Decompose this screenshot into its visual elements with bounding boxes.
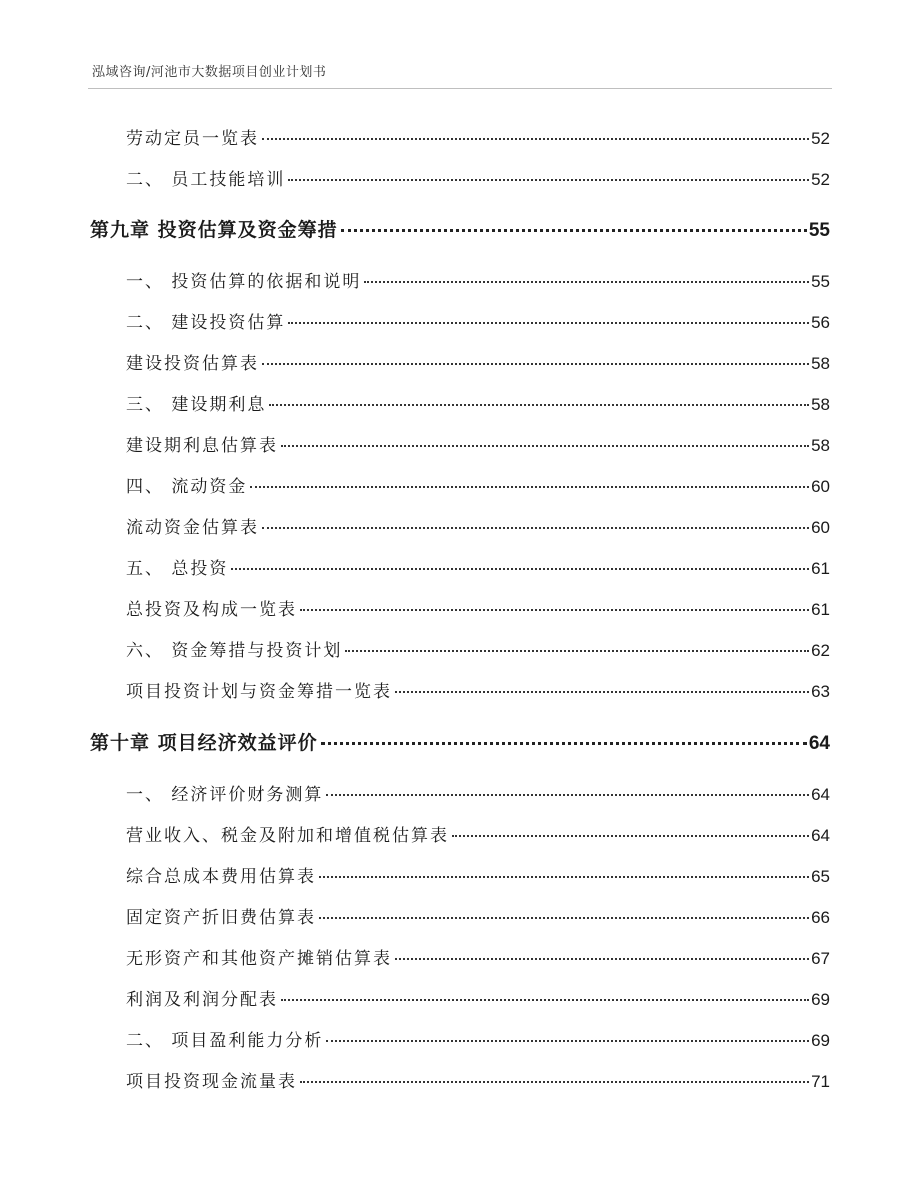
toc-entry-title: 四、 流动资金 bbox=[126, 477, 248, 497]
toc-page-number: 62 bbox=[811, 641, 830, 660]
toc-entry[interactable] bbox=[126, 944, 830, 969]
toc-entry[interactable] bbox=[126, 124, 830, 149]
toc-page-number: 64 bbox=[808, 733, 830, 754]
toc-entry-title: 五、 总投资 bbox=[126, 559, 229, 579]
toc-page-number: 61 bbox=[811, 600, 830, 619]
toc-page-number: 56 bbox=[811, 313, 830, 332]
toc-entry[interactable] bbox=[126, 390, 830, 415]
toc-entry-title: 二、 项目盈利能力分析 bbox=[126, 1031, 324, 1051]
toc-entry[interactable] bbox=[126, 595, 830, 620]
toc-page-number: 52 bbox=[811, 129, 830, 148]
toc-entry-title: 固定资产折旧费估算表 bbox=[126, 908, 316, 928]
toc-entry-title: 二、 员工技能培训 bbox=[126, 170, 286, 190]
toc-entry-title: 无形资产和其他资产摊销估算表 bbox=[126, 949, 392, 969]
toc-page-number: 52 bbox=[811, 170, 830, 189]
toc-entry[interactable] bbox=[126, 349, 830, 374]
toc-entry[interactable] bbox=[126, 985, 830, 1010]
toc-page-number: 63 bbox=[811, 682, 830, 701]
toc-dot-leader bbox=[326, 794, 809, 796]
toc-dot-leader bbox=[395, 691, 809, 693]
toc-entry[interactable] bbox=[126, 308, 830, 333]
toc-page-number: 64 bbox=[811, 785, 830, 804]
toc-page-number: 55 bbox=[808, 220, 830, 241]
toc-page-number: 66 bbox=[811, 908, 830, 927]
toc-entry-title: 一、 投资估算的依据和说明 bbox=[126, 272, 362, 292]
toc-entry-title: 综合总成本费用估算表 bbox=[126, 867, 316, 887]
toc-entry[interactable] bbox=[126, 1067, 830, 1092]
toc-entry[interactable] bbox=[126, 862, 830, 887]
toc-entry-title: 劳动定员一览表 bbox=[126, 129, 259, 149]
toc-entry[interactable] bbox=[126, 165, 830, 190]
toc-entry-title: 建设投资估算表 bbox=[126, 354, 259, 374]
toc-page-number: 64 bbox=[811, 826, 830, 845]
toc-entry-title: 六、 资金筹措与投资计划 bbox=[126, 641, 343, 661]
toc-dot-leader bbox=[319, 876, 809, 878]
document-header: 泓域咨询/河池市大数据项目创业计划书 bbox=[92, 65, 327, 80]
toc-entry-title: 总投资及构成一览表 bbox=[126, 600, 297, 620]
toc-page-number: 61 bbox=[811, 559, 830, 578]
toc-entry[interactable] bbox=[126, 554, 830, 579]
toc-page-number: 65 bbox=[811, 867, 830, 886]
toc-page-number: 58 bbox=[811, 395, 830, 414]
toc-entry-title: 项目投资计划与资金筹措一览表 bbox=[126, 682, 392, 702]
toc-dot-leader bbox=[364, 281, 809, 283]
toc-dot-leader bbox=[262, 363, 809, 365]
toc-page-number: 60 bbox=[811, 518, 830, 537]
toc-dot-leader bbox=[231, 568, 809, 570]
toc-entry-title: 建设期利息估算表 bbox=[126, 436, 278, 456]
toc-dot-leader bbox=[300, 1081, 809, 1083]
toc-dot-leader bbox=[345, 650, 809, 652]
toc-page-number: 67 bbox=[811, 949, 830, 968]
toc-dot-leader bbox=[300, 609, 809, 611]
toc-chapter-entry[interactable] bbox=[90, 728, 830, 755]
toc-entry[interactable] bbox=[126, 1026, 830, 1051]
toc-entry-title: 利润及利润分配表 bbox=[126, 990, 278, 1010]
toc-entry-title: 第十章 项目经济效益评价 bbox=[90, 732, 318, 754]
header-divider bbox=[88, 88, 832, 89]
toc-page-number: 69 bbox=[811, 990, 830, 1009]
toc-dot-leader bbox=[262, 138, 809, 140]
toc-dot-leader bbox=[395, 958, 809, 960]
toc-entry[interactable] bbox=[126, 431, 830, 456]
toc-dot-leader bbox=[321, 742, 807, 745]
toc-dot-leader bbox=[281, 445, 809, 447]
toc-entry[interactable] bbox=[126, 513, 830, 538]
toc-dot-leader bbox=[250, 486, 809, 488]
toc-entry-title: 三、 建设期利息 bbox=[126, 395, 267, 415]
toc-chapter-entry[interactable] bbox=[90, 215, 830, 242]
toc-entry-title: 一、 经济评价财务测算 bbox=[126, 785, 324, 805]
toc-dot-leader bbox=[319, 917, 809, 919]
toc-entry-title: 流动资金估算表 bbox=[126, 518, 259, 538]
toc-entry[interactable] bbox=[126, 903, 830, 928]
toc-dot-leader bbox=[269, 404, 809, 406]
toc-dot-leader bbox=[288, 322, 809, 324]
toc-entry-title: 二、 建设投资估算 bbox=[126, 313, 286, 333]
toc-entry[interactable] bbox=[126, 821, 830, 846]
toc-entry[interactable] bbox=[126, 677, 830, 702]
toc-entry-title: 项目投资现金流量表 bbox=[126, 1072, 297, 1092]
toc-page-number: 58 bbox=[811, 436, 830, 455]
toc-dot-leader bbox=[326, 1040, 809, 1042]
toc-page-number: 58 bbox=[811, 354, 830, 373]
toc-entry[interactable] bbox=[126, 472, 830, 497]
toc-page-number: 71 bbox=[811, 1072, 830, 1091]
toc-dot-leader bbox=[262, 527, 809, 529]
toc-entry[interactable] bbox=[126, 780, 830, 805]
toc-page-number: 60 bbox=[811, 477, 830, 496]
toc-page-number: 69 bbox=[811, 1031, 830, 1050]
toc-dot-leader bbox=[281, 999, 809, 1001]
toc-entry[interactable] bbox=[126, 267, 830, 292]
toc-dot-leader bbox=[341, 229, 807, 232]
toc-dot-leader bbox=[452, 835, 809, 837]
toc-entry[interactable] bbox=[126, 636, 830, 661]
toc-entry-title: 营业收入、税金及附加和增值税估算表 bbox=[126, 826, 449, 846]
toc-entry-title: 第九章 投资估算及资金筹措 bbox=[90, 219, 338, 241]
toc-page-number: 55 bbox=[811, 272, 830, 291]
toc-dot-leader bbox=[288, 179, 809, 181]
